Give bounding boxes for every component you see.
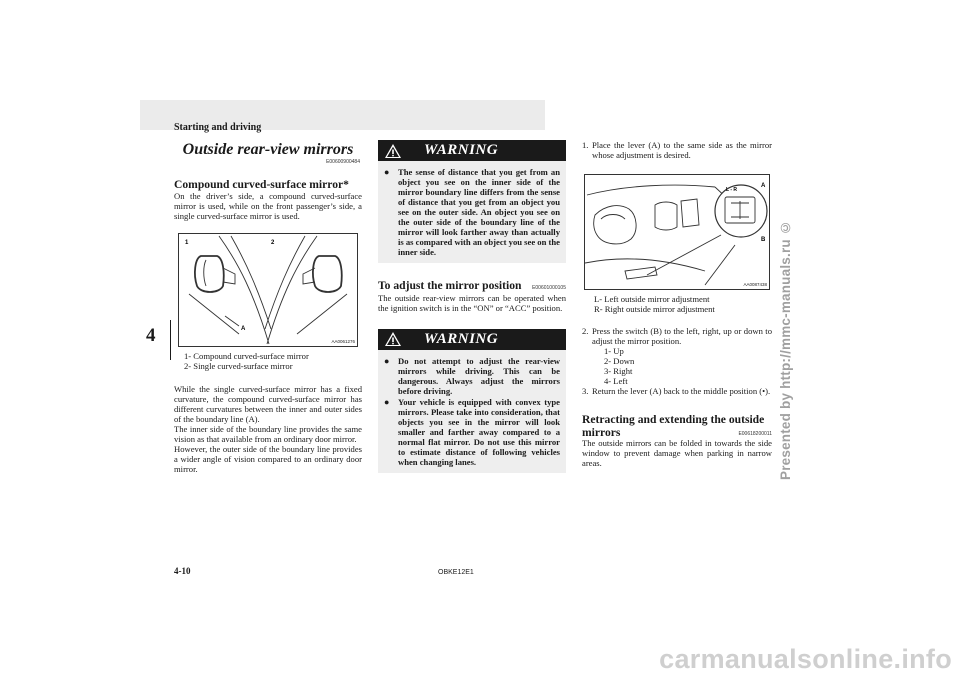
body-paragraph: The inner side of the boundary line provides the same vision as that available from an ordinary door mirror. [174,423,362,444]
warning-text: The sense of distance that you get from an object you see on the inner side of the mirror boundary line differs from the sense of distance that you get from an object you see on the outer side. An object you see on the outer side of the boundary line of the mirror will look farther away than actually is as compared with an object you see on the inner side. [398,167,560,258]
list-item: 4- Left [604,376,628,387]
warning-triangle-icon [384,143,402,159]
bullet-icon: ● [384,355,390,366]
body-paragraph: However, the outer side of the boundary line provides a wider angle of vision compared to an ordinary door mirror. [174,443,362,475]
list-item: 3- Right [604,366,633,377]
warning-item [378,350,566,396]
section-label: Starting and driving [174,122,262,133]
figure-label-2: 2 [271,240,275,247]
bullet-icon: ● [384,397,390,408]
page-number: 4-10 [174,566,191,576]
lr-list [594,294,772,314]
warning-header [378,329,566,350]
chapter-number: 4 [146,325,156,346]
heading-compound-mirror: Compound curved-surface mirror* [174,177,349,191]
step-1 [582,140,772,160]
figure-label-a: A [761,183,766,190]
switch-illustration [585,175,769,289]
doc-code: OBKE12E1 [438,569,474,576]
step-number: 2. [582,326,589,337]
step-2 [582,326,772,346]
figure-code: AA0061276 [331,338,355,344]
caption-item: 1- Compound curved-surface mirror [184,351,309,362]
list-item: L- Left outside mirror adjustment [594,294,710,305]
switch-figure [584,174,770,290]
retract-paragraph: The outside mirrors can be folded in towards the side window to prevent damage when parking in narrow areas. [582,438,772,469]
step-number: 1. [582,140,589,150]
warning-text: Do not attempt to adjust the rear-view mirrors while driving. This can be dangerous. Always adjust the mirrors before driving. [398,355,560,396]
warning-title: WARNING [424,330,499,347]
figure-label-lr: L - R [726,187,738,194]
adjust-heading-row [378,279,566,292]
warning-text: Your vehicle is equipped with convex type mirrors. Please take into consideration, that objects you see in the mirror will look smaller and farther away compared to a normal flat mirror. Do not use this mirror to estimate distance of following vehicles when changing lanes. [398,397,560,468]
figure-label-b: B [761,237,766,244]
list-item: 1- Up [604,346,624,357]
retract-code: E00618200011 [738,431,772,438]
step-text: Place the lever (A) to the same side as the mirror whose adjustment is desired. [592,140,772,161]
figure-label-a: A [241,326,246,333]
title-code: E00600900484 [326,158,360,165]
adjust-code: E00601000105 [532,285,566,292]
adjust-paragraph: The outside rear-view mirrors can be operated when the ignition switch is in the “ON” or “ACC” position. [378,292,566,313]
page-title: Outside rear-view mirrors [182,141,354,158]
list-item: 2- Down [604,356,635,367]
step-text: Return the lever (A) back to the middle position (•). [592,386,771,397]
figure-caption [184,351,362,372]
heading-retract-mirrors: Retracting and extending the outside mirrors [582,412,765,439]
figure-code: AA0087438 [743,281,767,287]
bullet-icon: ● [384,167,390,177]
warning-header [378,140,566,161]
intro-paragraph: On the driver’s side, a compound curved-surface mirror is used, while on the front passenger’s side, a single curved-surface mirror is used. [174,190,362,221]
side-watermark: Presented by http://mmc-manuals.ru © [778,220,793,480]
warning-box-1 [378,140,566,263]
mirror-figure [178,233,358,347]
list-item: R- Right outside mirror adjustment [594,304,715,315]
column-3 [582,140,772,468]
direction-list [604,346,772,386]
warning-triangle-icon [384,331,402,347]
column-2 [378,140,566,473]
heading-adjust-mirror: To adjust the mirror position [378,279,522,293]
warning-item [378,396,566,467]
warning-title: WARNING [424,141,499,158]
site-watermark: carmanualsonline.info [659,644,952,674]
mirror-illustration [179,234,357,346]
warning-item [378,161,566,257]
step-text: Press the switch (B) to the left, right, up or down to adjust the mirror position. [592,326,772,347]
step-3 [582,386,772,396]
warning-box-2 [378,329,566,474]
step-number: 3. [582,386,589,397]
body-paragraph: While the single curved-surface mirror has a fixed curvature, the compound curved-surface mirror has different curvatures between the inner and outer sides of the boundary line (A). [174,383,362,424]
caption-item: 2- Single curved-surface mirror [184,361,293,372]
column-1 [174,141,362,474]
figure-label-1: 1 [185,240,189,247]
